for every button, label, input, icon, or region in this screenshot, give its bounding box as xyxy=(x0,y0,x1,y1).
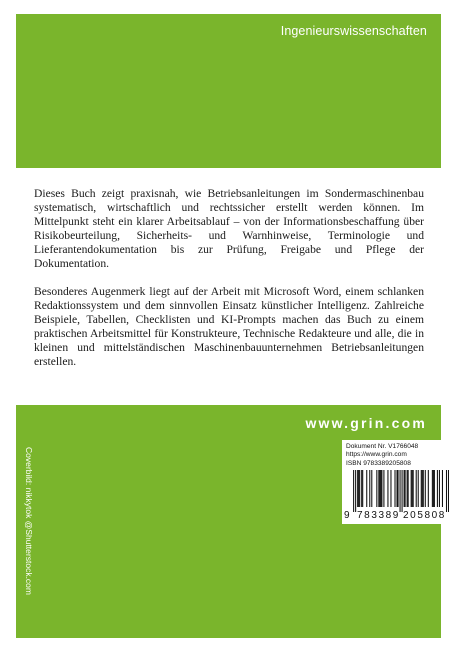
barcode-bar xyxy=(390,470,391,507)
barcode-digits-group-2: 205808 xyxy=(403,510,446,521)
barcode-bar xyxy=(397,470,398,507)
barcode-bar xyxy=(371,470,372,507)
barcode-bar xyxy=(412,470,413,507)
barcode-bar xyxy=(404,470,405,507)
barcode-bar xyxy=(381,470,382,507)
book-description xyxy=(34,187,424,383)
barcode-bar xyxy=(394,470,395,507)
barcode-bar xyxy=(362,470,363,507)
barcode-bar xyxy=(408,470,409,507)
barcode-bar xyxy=(411,470,412,507)
top-green-band xyxy=(16,14,441,168)
barcode-bar xyxy=(416,470,417,507)
barcode-bar xyxy=(442,470,443,507)
barcode-bar xyxy=(366,470,367,507)
barcode-bar xyxy=(425,470,426,507)
barcode-digit-first: 9 xyxy=(344,510,350,521)
barcode-bar xyxy=(357,470,358,507)
barcode-bar xyxy=(398,470,399,507)
cover-credit xyxy=(22,447,36,627)
ean-barcode xyxy=(344,470,449,512)
barcode-bar xyxy=(405,470,406,507)
barcode-bar xyxy=(355,470,356,512)
barcode-bar xyxy=(446,470,447,512)
description-paragraph-2: Besonderes Augenmerk liegt auf der Arbeit mit Microsoft Word, einem schlanken Redaktionssystem und dem sinnvollen Einsatz künstlicher Intelligenz. Zahlreiche Beispiele, Tabellen, Checklisten und KI-Prompts machen das Buch zu einem praktischen Arbeitsmittel für Konstrukteure, Technische Redakteure und alle, die in kleinen und mittelständischen Maschinenbauunternehmen Betriebsanleitungen erstellen. xyxy=(34,285,424,368)
barcode-bar xyxy=(378,470,379,507)
barcode-bar xyxy=(353,470,354,512)
barcode-bar xyxy=(376,470,377,507)
bottom-green-band xyxy=(16,405,446,638)
barcode-bar xyxy=(418,470,419,507)
document-number: Dokument Nr. V1766048 xyxy=(346,443,419,450)
barcode-bar xyxy=(421,470,422,507)
barcode-bar xyxy=(359,470,360,507)
publisher-url: www.grin.com xyxy=(305,415,427,431)
barcode-bar xyxy=(369,470,370,507)
barcode-bar xyxy=(379,470,380,507)
barcode-bar xyxy=(423,470,424,507)
barcode-bar xyxy=(433,470,434,507)
barcode-digits-group-1: 783389 xyxy=(357,510,400,521)
barcode-bar xyxy=(434,470,435,507)
barcode-bar xyxy=(428,470,429,507)
barcode-panel xyxy=(342,440,451,524)
description-paragraph-1: Dieses Buch zeigt praxisnah, wie Betriebsanleitungen im Sondermaschinenbau systematisch, wirtschaftlich und rechtssicher erstellt werden können. Im Mittelpunkt steht ein klarer Arbeitsablauf – von der Informationsbeschaffung über Risikobeurteilung, Sicherheits- und Warnhinweise, Terminologie und Lieferantendokumentation bis zur Prüfung, Freigabe und Pflege der Dokumentation. xyxy=(34,187,424,270)
barcode-metadata xyxy=(346,443,418,468)
barcode-bar xyxy=(361,470,362,507)
barcode-bar xyxy=(448,470,449,512)
cover-credit-text: Coverbild: nikkytok @Shutterstock.com xyxy=(24,447,34,595)
category-label: Ingenieurswissenschaften xyxy=(280,24,427,38)
barcode-bar xyxy=(437,470,438,507)
barcode-bar xyxy=(380,470,381,507)
barcode-bar xyxy=(400,470,401,512)
barcode-bar xyxy=(358,470,359,507)
barcode-bar xyxy=(402,470,403,512)
barcode-bar xyxy=(407,470,408,507)
barcode-url: https://www.grin.com xyxy=(346,451,407,459)
barcode-bar xyxy=(387,470,388,507)
barcode-bar xyxy=(422,470,423,507)
isbn-label: ISBN 9783389205808 xyxy=(346,459,411,467)
barcode-bar xyxy=(432,470,433,507)
barcode-bar xyxy=(439,470,440,507)
barcode-bar xyxy=(383,470,384,507)
barcode-bar xyxy=(413,470,414,507)
